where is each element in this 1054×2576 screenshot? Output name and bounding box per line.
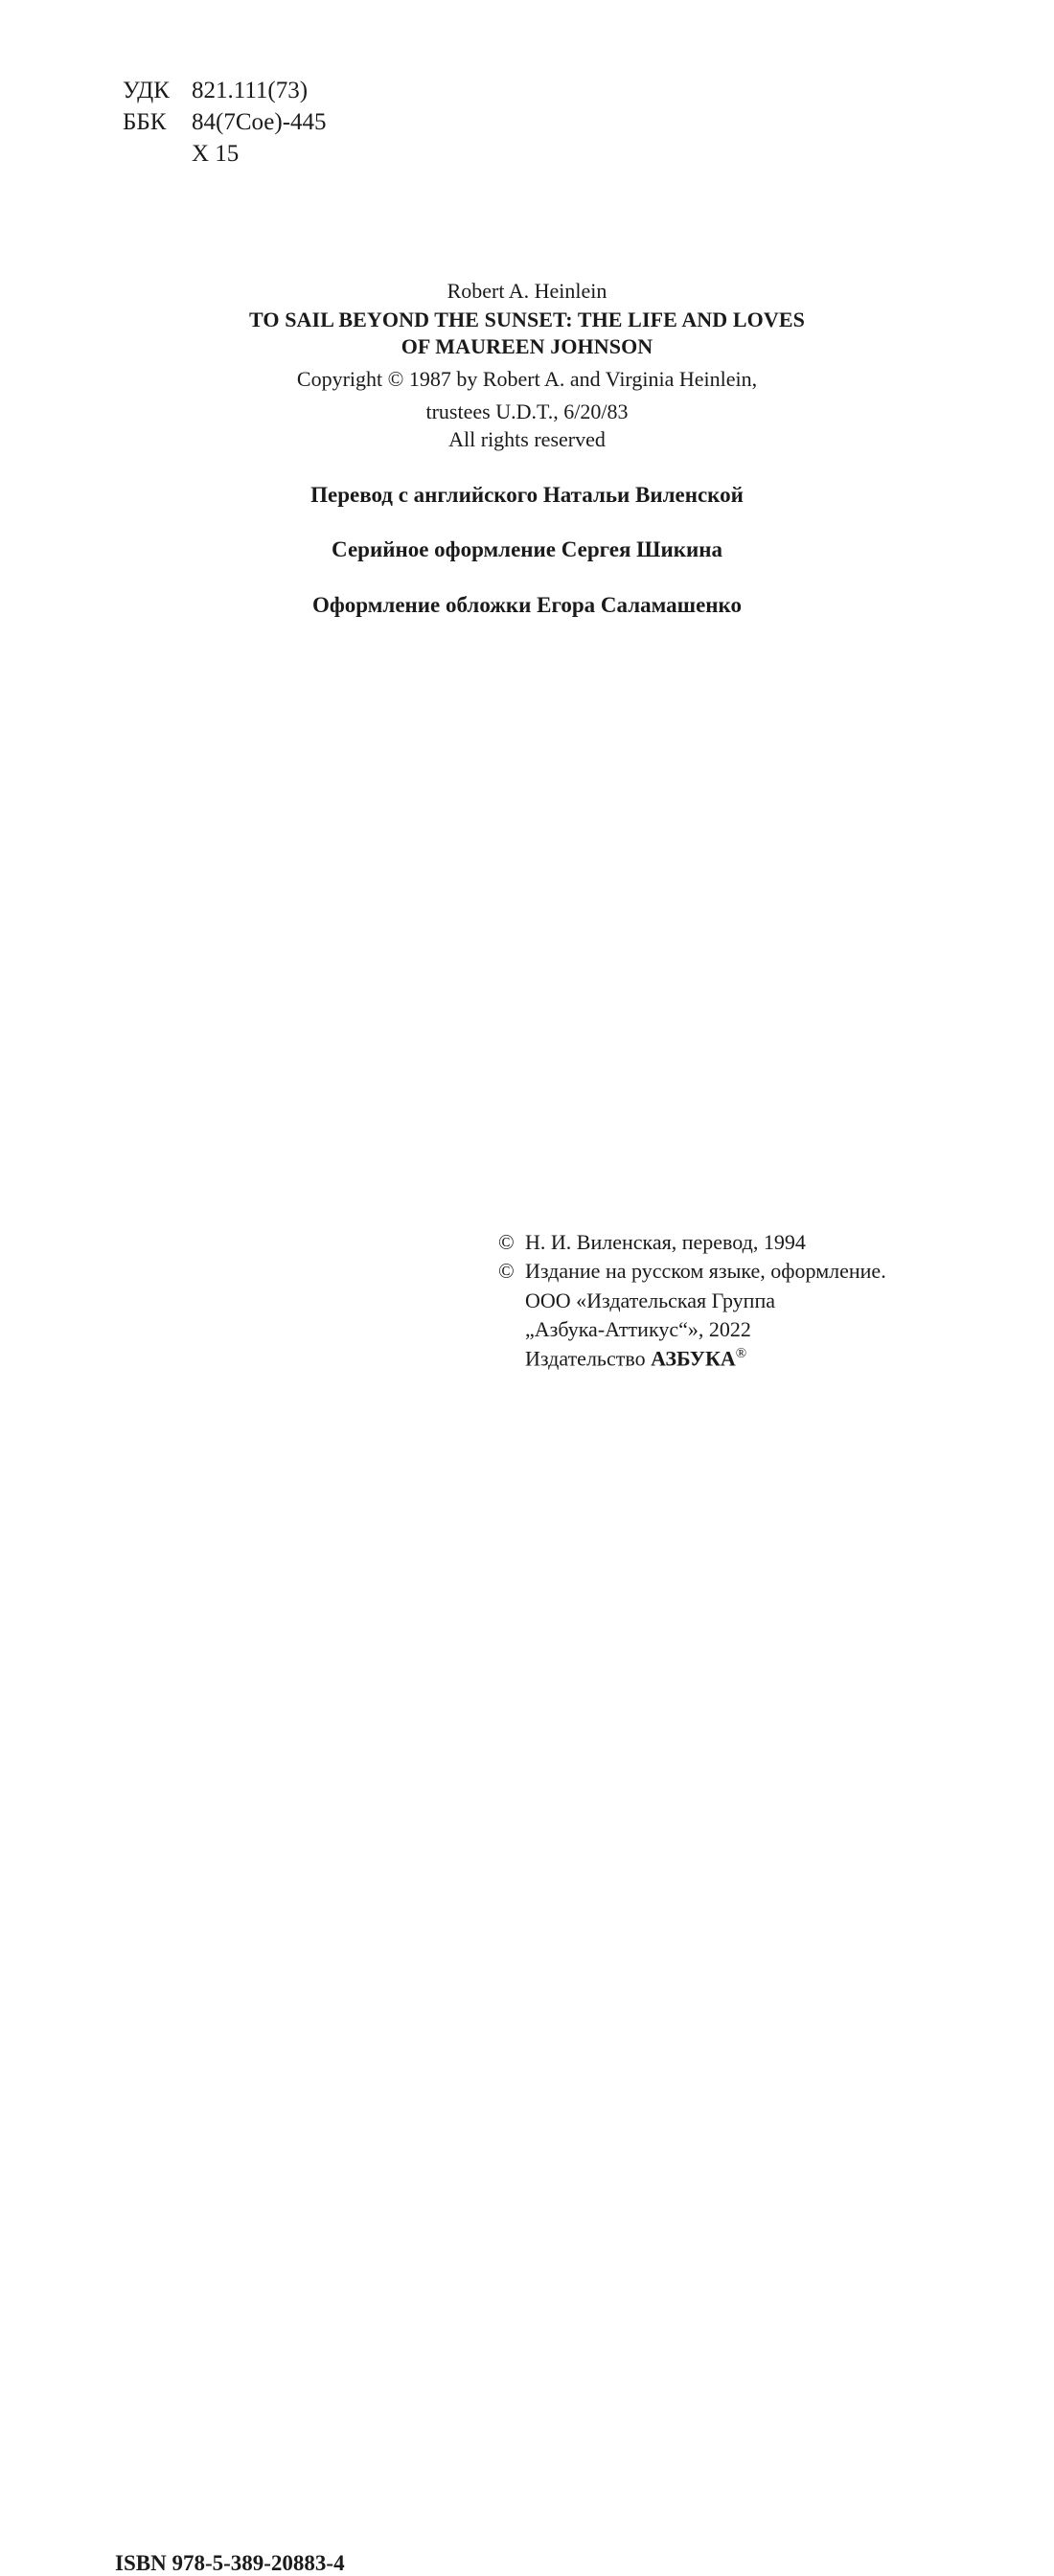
copyright-symbol-2: © — [498, 1259, 515, 1284]
original-title-line-2: OF MAUREEN JOHNSON — [401, 333, 653, 358]
copyright-line-2: trustees U.D.T., 6/20/83 — [425, 399, 629, 424]
bbk-label: ББК — [123, 109, 167, 135]
copyright-symbol-1: © — [498, 1230, 515, 1254]
registered-trademark-icon: ® — [735, 1346, 747, 1362]
copyright-edition-text: Издание на русском языке, оформление. — [525, 1259, 886, 1284]
all-rights-reserved: All rights reserved — [448, 427, 606, 451]
bottom-copyright-block — [0, 1228, 1054, 2575]
author-code: Х 15 — [192, 141, 240, 167]
translation-credit: Перевод с английского Натальи Виленской — [310, 482, 744, 507]
cover-design-credit: Оформление обложки Егора Саламашенко — [312, 593, 742, 618]
copyright-translation-line — [498, 1228, 886, 1257]
library-classification — [123, 75, 327, 170]
copyright-lines — [498, 1228, 886, 1374]
udk-value: 821.111(73) — [192, 78, 309, 103]
isbn: ISBN 978-5-389-20883-4 — [115, 2551, 345, 2575]
bbk-value: 84(7Сое)-445 — [192, 109, 327, 135]
original-title-line-1: TO SAIL BEYOND THE SUNSET: THE LIFE AND LOVES — [249, 307, 805, 331]
original-author: Robert A. Heinlein — [447, 279, 607, 303]
udk-label: УДК — [123, 78, 170, 103]
bbk-row — [123, 106, 327, 138]
udk-row — [123, 75, 327, 106]
publisher-prefix: Издательство — [525, 1346, 652, 1371]
publisher-group-line: ООО «Издательская Группа — [525, 1288, 775, 1312]
copyright-edition-line — [498, 1257, 886, 1286]
publisher-group-line-2: „Азбука-Аттикус“», 2022 — [525, 1317, 751, 1342]
copyright-line-1: Copyright © 1987 by Robert A. and Virginia Heinlein, — [296, 366, 758, 391]
publisher-name: АЗБУКА — [651, 1346, 736, 1371]
series-design-credit: Серийное оформление Сергея Шикина — [332, 537, 722, 562]
copyright-translation-text: Н. И. Виленская, перевод, 1994 — [525, 1230, 806, 1254]
credits-block — [0, 278, 1054, 620]
publisher-line — [498, 1344, 886, 1374]
